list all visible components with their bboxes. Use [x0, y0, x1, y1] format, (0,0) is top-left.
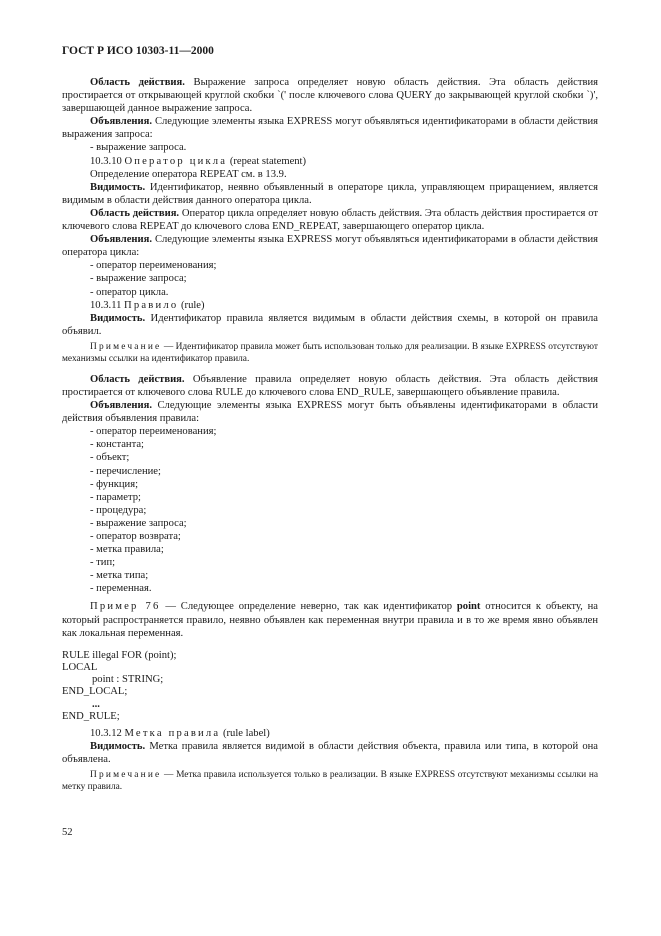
page-number: 52 [62, 827, 73, 838]
list-item: - тип; [90, 557, 116, 569]
paragraph-declarations-repeat: Объявления. Следующие элементы языка EXPRESS могут объявляться идентификаторами в области действия оператора цикла: [62, 234, 598, 259]
example-76: Пример 76 — Следующее определение неверно, так как идентификатор point относится к объекту, на который распространяется правило, неявно объявлен как переменная внутри правила и в то же время явно объявлен как локальная переменная. [62, 601, 598, 639]
list-item: - параметр; [90, 491, 141, 503]
list-item: - функция; [90, 478, 139, 490]
list-item: - выражение запроса. [90, 142, 187, 154]
paragraph-scope-rule: Область действия. Объявление правила определяет новую область действия. Эта область действия простирается от ключевого слова RULE до ключевого слова END_RULE, завершающего объявление правила. [62, 373, 598, 398]
section-heading-rule: 10.3.11 Правило (rule) [90, 299, 205, 311]
list-item: - оператор переименования; [90, 426, 217, 438]
code-line: END_RULE; [62, 710, 120, 722]
document-header: ГОСТ Р ИСО 10303-11—2000 [62, 45, 214, 57]
list-item: - объект; [90, 452, 130, 464]
list-item: - метка правила; [90, 544, 164, 556]
paragraph-declarations-query: Объявления. Следующие элементы языка EXPRESS могут объявляться идентификаторами в области действия выражения запроса: [62, 116, 598, 141]
list-item: - переменная. [90, 583, 152, 595]
code-line: LOCAL [62, 661, 98, 673]
note-rule-identifier: Примечание — Идентификатор правила может быть использован только для реализации. В языке EXPRESS отсутствуют механизмы ссылки на идентификатор правила. [62, 341, 598, 364]
list-item: - метка типа; [90, 570, 149, 582]
list-item: - перечисление; [90, 465, 161, 477]
paragraph-visibility-repeat: Видимость. Идентификатор, неявно объявленный в операторе цикла, управляющем приращением, является видимым в области действия данного оператора цикла. [62, 181, 598, 206]
code-line: RULE illegal FOR (point); [62, 649, 177, 661]
list-item: - оператор переименования; [90, 260, 217, 272]
paragraph-scope-query: Область действия. Выражение запроса определяет новую область действия. Эта область действия простирается от открывающей круглой скобки `(' после ключевого слова QUERY до закрывающей круглой скобки `)', завершающей данное выражение запроса. [62, 77, 598, 115]
paragraph-visibility-rule: Видимость. Идентификатор правила является видимым в области действия схемы, в которой он правила объявил. [62, 312, 598, 337]
list-item: - выражение запроса; [90, 517, 187, 529]
code-block [62, 650, 598, 723]
paragraph-scope-repeat: Область действия. Оператор цикла определяет новую область действия. Эта область действия простирается от ключевого слова REPEAT до ключевого слова END_REPEAT, завершающего оператор цикла. [62, 207, 598, 233]
paragraph-visibility-rule-label: Видимость. Метка правила является видимой в области действия объекта, правила или типа, в которой она объявлена. [62, 741, 598, 766]
paragraph-declarations-rule: Объявления. Следующие элементы языка EXPRESS могут быть объявлены идентификаторами в области действия объявления правила: [62, 400, 598, 425]
code-line: END_LOCAL; [62, 686, 128, 698]
paragraph-repeat-definition: Определение оператора REPEAT см. в 13.9. [90, 168, 287, 180]
list-item: - процедура; [90, 504, 147, 516]
section-heading-rule-label: 10.3.12 Метка правила (rule label) [90, 727, 270, 739]
section-heading-repeat: 10.3.10 Оператор цикла (repeat statement) [90, 155, 307, 167]
list-item: - константа; [90, 439, 144, 451]
list-item: - выражение запроса; [90, 273, 187, 285]
note-rule-label: Примечание — Метка правила используется только в реализации. В языке EXPRESS отсутствуют механизмы ссылки на метку правила. [62, 770, 598, 793]
code-line: ... [92, 698, 100, 710]
code-line: point : STRING; [92, 674, 164, 686]
list-item: - оператор возврата; [90, 531, 181, 542]
list-item: - оператор цикла. [90, 286, 169, 298]
page-content [62, 76, 598, 801]
